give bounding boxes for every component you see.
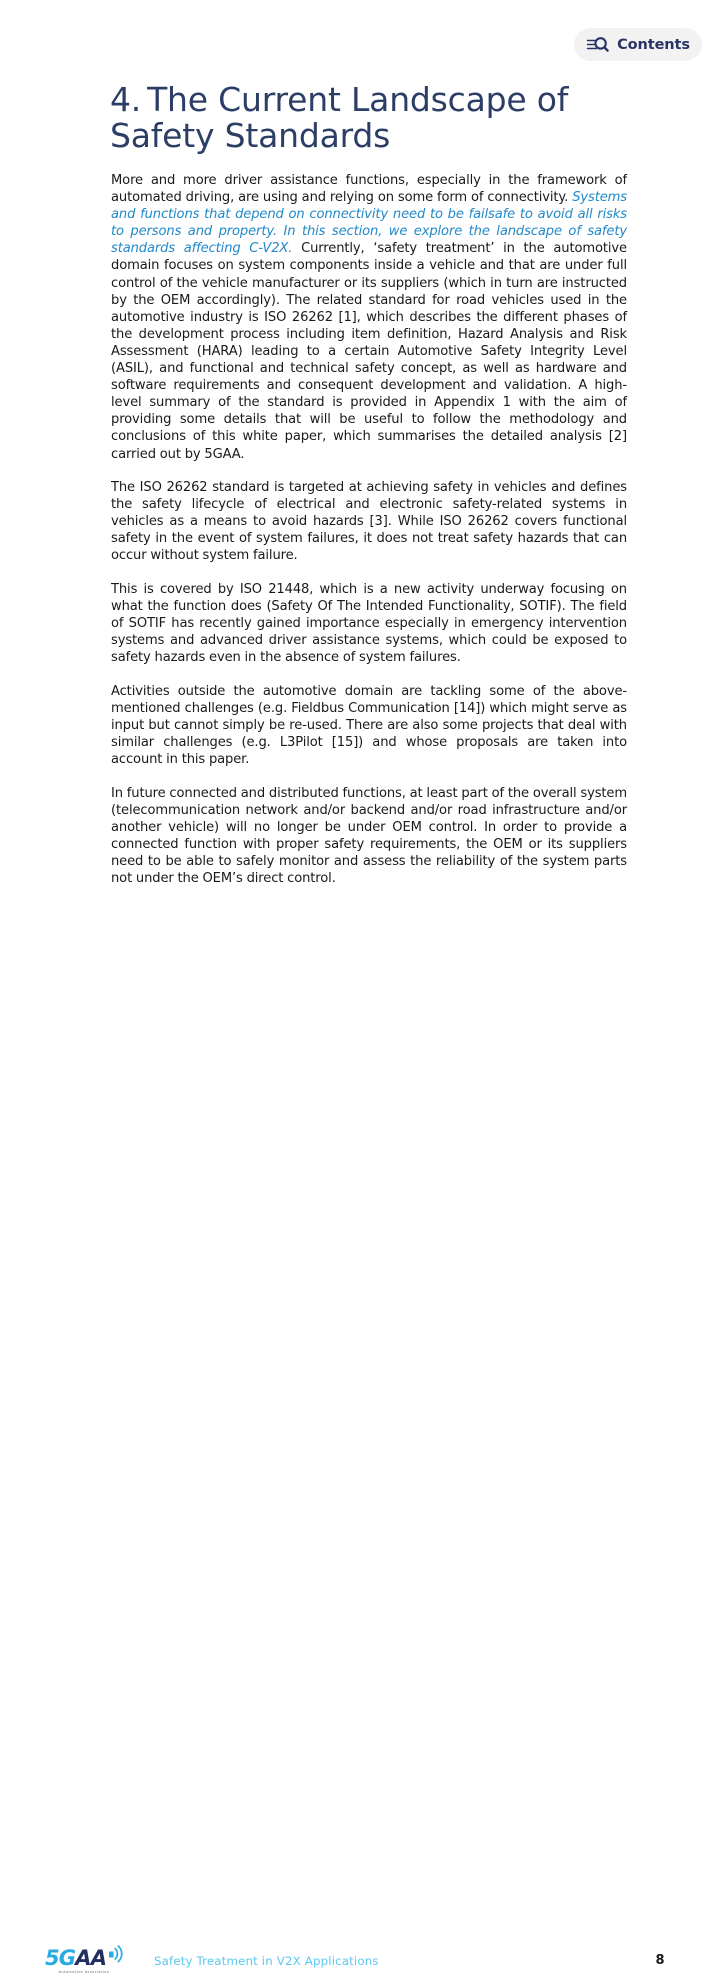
- article-body: [111, 172, 627, 888]
- logo-text-primary: 5G: [45, 1946, 76, 1970]
- paragraph: [111, 479, 627, 564]
- body-text: Currently, ‘safety treatment’ in the automotive domain focuses on system components inside a vehicle and that are under full control of the vehicle manufacturer or its suppliers (which in turn are instructed by the OEM accordingly). The related standard for road vehicles used in the automotive industry is ISO 26262 [1], which describes the different phases of the development process including item definition, Hazard Analysis and Risk Assessment (HARA) leading to a certain Automotive Safety Integrity Level (ASIL), and functional and technical safety concept, as well as hardware and software requirements and consequent development and validation. A high-level summary of the standard is provided in Appendix 1 with the aim of providing some details that will be useful to follow the methodology and conclusions of this white paper, which summarises the detailed analysis [2] carried out by 5GAA.: [111, 241, 627, 462]
- body-text: In future connected and distributed functions, at least part of the overall system (telecommunication network and/or backend and/or road infrastructure and/or another vehicle) will no longer be under OEM control. In order to provide a connected function with proper safety requirements, the OEM or its suppliers need to be able to safely monitor and assess the reliability of the system parts not under the OEM’s direct control.: [111, 786, 627, 887]
- footer-document-title: Safety Treatment in V2X Applications: [154, 1954, 379, 1968]
- signal-wave-icon: [107, 1944, 125, 1968]
- page-number: 8: [655, 1953, 665, 1968]
- highlighted-text: Systems and functions that depend on connectivity need to be failsafe to avoid all risks to persons and property. In this section, we explore the landscape of safety standards affecting C-V2X.: [111, 190, 627, 257]
- page-footer: [0, 970, 724, 1974]
- body-text: The ISO 26262 standard is targeted at achieving safety in vehicles and defines the safety lifecycle of electrical and electronic safety-related systems in vehicles as a means to avoid hazards [3]. While ISO 26262 covers functional safety in the event of system failures, it does not treat safety hazards that can occur without system failure.: [111, 480, 627, 564]
- logo-subtitle: Automotive Association: [58, 1970, 110, 1974]
- contents-button[interactable]: [574, 28, 702, 61]
- paragraph: [111, 172, 627, 463]
- page-title: [110, 82, 630, 154]
- body-text: Activities outside the automotive domain are tackling some of the above-mentioned challenges (e.g. Fieldbus Communication [14]) which might serve as input but cannot simply be re-used. There are also some projects that deal with similar challenges (e.g. L3Pilot [15]) and whose proposals are taken into account in this paper.: [111, 684, 627, 768]
- paragraph: [111, 581, 627, 666]
- paragraph: [111, 683, 627, 768]
- paragraph: [111, 785, 627, 888]
- section-number: 4.: [110, 80, 142, 120]
- body-text: This is covered by ISO 21448, which is a new activity underway focusing on what the function does (Safety Of The Intended Functionality, SOTIF). The field of SOTIF has recently gained importance especially in emergency intervention systems and advanced driver assistance systems, which could be exposed to safety hazards even in the absence of system failures.: [111, 582, 627, 666]
- section-title-text: The Current Landscape of Safety Standards: [110, 80, 569, 156]
- logo-text-secondary: AA: [75, 1946, 107, 1970]
- body-text: More and more driver assistance functions, especially in the framework of automated driving, are using and relying on some form of connectivity.: [111, 173, 627, 206]
- search-lines-icon: [586, 34, 610, 56]
- 5gaa-logo: [45, 1948, 131, 1978]
- contents-button-label: Contents: [617, 36, 690, 53]
